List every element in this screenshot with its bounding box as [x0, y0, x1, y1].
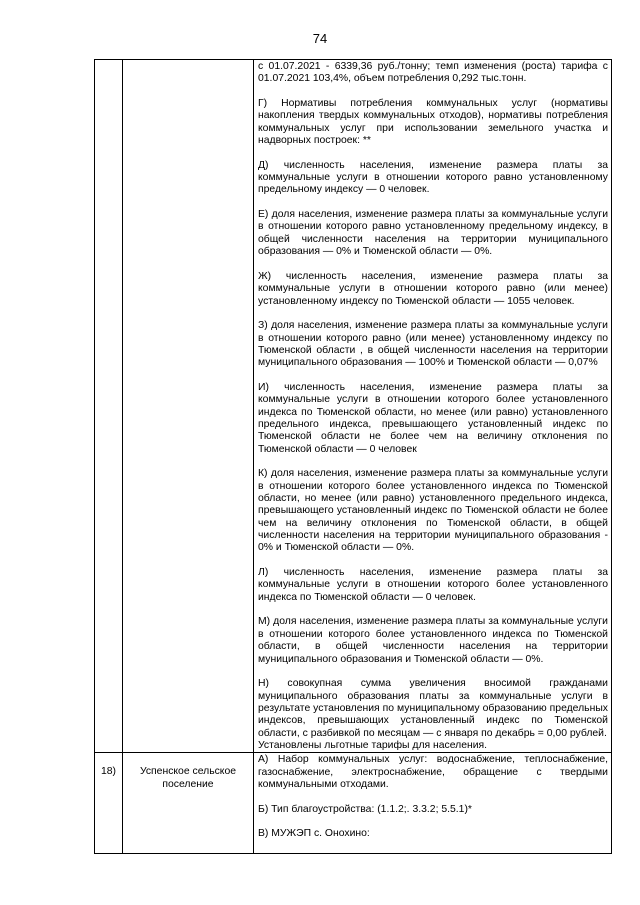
paragraph-k: К) доля населения, изменение размера платы за коммунальные услуги в отношении которого более установленного индекса по Тюменской области, но менее (или равно) установленного предельного индекса, превышающего установленный индекс по Тюменской области не более чем на величину отклонения по Тюменской области, в общей численности населения на территории муниципального образования - 0% и Тюменской области — 0%. — [258, 468, 608, 554]
row-number: 18) — [100, 766, 117, 778]
table-row-18 — [95, 753, 612, 854]
paragraph-v: В) МУЖЭП с. Онохино: — [258, 828, 370, 840]
municipality-cell — [123, 60, 254, 753]
paragraph-a: А) Набор коммунальных услуг: водоснабжение, теплоснабжение, газоснабжение, электроснабжение, обращение с твердыми коммунальными отходами. — [258, 754, 608, 790]
paragraph-e: Е) доля населения, изменение размера платы за коммунальные услуги в отношении которого равно установленному предельному индексу, в общей численности населения на территории муниципального образования — 0% и Тюменской области — 0%. — [258, 209, 608, 258]
content-cell — [254, 60, 612, 753]
paragraph-g: Г) Нормативы потребления коммунальных услуг (нормативы накопления твердых коммунальных отходов), нормативы потребления коммунальных услуг при использовании земельного участка и надворных построек: ** — [258, 98, 608, 147]
table-row-previous — [95, 60, 612, 753]
paragraph-zh: Ж) численность населения, изменение размера платы за коммунальные услуги в отношении которого равно (или менее) установленному индексу по Тюменской области — 1055 человек. — [258, 270, 608, 307]
content-cell — [254, 753, 612, 854]
municipality-cell — [123, 753, 254, 854]
row-number-cell — [95, 753, 123, 854]
paragraph-z: З) доля населения, изменение размера платы за коммунальные услуги в отношении которого равно (или менее) установленному индексу по Тюменской области , в общей численности населения на территории муниципального образования — 100% и Тюменской области — 0,07% — [258, 320, 608, 369]
row-number-cell — [95, 60, 123, 753]
municipality-name: Успенское сельское поселение — [139, 766, 237, 790]
paragraph-preferential-tariffs: Установлены льготные тарифы для населения. — [258, 739, 488, 751]
paragraph-d: Д) численность населения, изменение размера платы за коммунальные услуги в отношении которого равно установленному предельному индексу — 0 человек. — [258, 159, 608, 196]
paragraph-tariff-tail: с 01.07.2021 - 6339,36 руб./тонну; темп изменения (роста) тарифа с 01.07.2021 103,4%, объем потребления 0,292 тыс.тонн. — [258, 61, 608, 85]
paragraph-b: Б) Тип благоустройства: (1.1.2;. 3.3.2; 5.5.1)* — [258, 803, 472, 815]
paragraph-l: Л) численность населения, изменение размера платы за коммунальные услуги в отношении которого более установленного индекса по Тюменской области — 0 человек. — [258, 567, 608, 603]
tariff-table — [94, 59, 612, 854]
paragraph-i: И) численность населения, изменение размера платы за коммунальные услуги в отношении которого более установленного индекса по Тюменской области, но менее (или равно) установленного предельного индекса, превышающего установленный индекс по Тюменской области не более чем на величину отклонения по Тюменской области — 0 человек — [258, 381, 608, 455]
paragraph-n: Н) совокупная сумма увеличения вносимой гражданами муниципального образования платы за коммунальные услуги в результате установления по муниципальному образованию предельных индексов, превышающих установленный индекс по Тюменской области, с разбивкой по месяцам — с января по декабрь = 0,00 рублей. — [258, 678, 608, 739]
page-number: 74 — [312, 31, 328, 46]
paragraph-m: М) доля населения, изменение размера платы за коммунальные услуги в отношении которого более установленного индекса по Тюменской области, в общей численности населения на территории муниципального образования и Тюменской области — 0%. — [258, 616, 608, 665]
